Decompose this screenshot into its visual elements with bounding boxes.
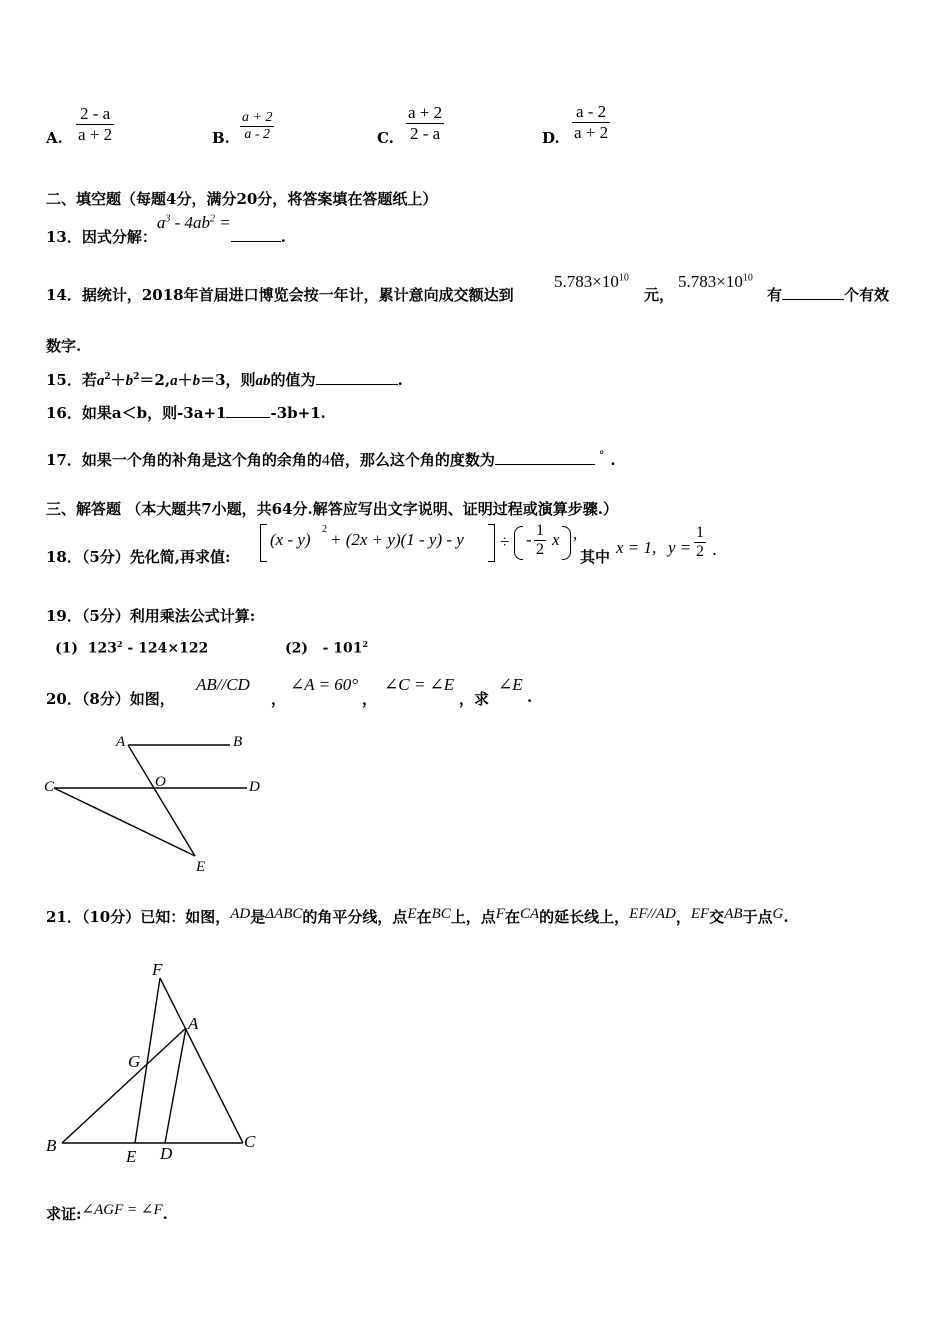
option-c-fraction bbox=[406, 103, 444, 144]
option-a-fraction bbox=[76, 104, 114, 145]
question-17: 17．如果一个角的补角是这个角的余角的4倍，那么这个角的度数为 ° . bbox=[46, 449, 616, 469]
label-e: E bbox=[126, 1147, 137, 1166]
option-b-label: B. bbox=[212, 129, 230, 147]
q18-text: 18．（5分）先化简,再求值: bbox=[46, 548, 231, 566]
q14-text-a: 14．据统计，2018年首届进口博览会按一年计，累计意向成交额达到 bbox=[46, 286, 514, 304]
line-ba bbox=[62, 1028, 186, 1143]
q14-tail: 有 个有效 bbox=[767, 286, 890, 304]
label-a: A bbox=[116, 734, 126, 750]
option-c-label: C. bbox=[377, 129, 394, 147]
q14-text-b: 元， bbox=[644, 286, 675, 304]
q20-sep2: ， bbox=[362, 690, 378, 708]
q15-answer-blank bbox=[316, 384, 398, 385]
option-d-num: a - 2 bbox=[572, 102, 610, 123]
label-o: O bbox=[155, 774, 166, 790]
q17-answer-blank bbox=[495, 464, 595, 465]
option-a-num: 2 - a bbox=[76, 104, 114, 125]
option-b-fraction bbox=[240, 110, 274, 143]
q20-text: 20．（8分）如图， bbox=[46, 690, 175, 708]
option-b-den: a - 2 bbox=[244, 127, 271, 142]
question-13 bbox=[46, 212, 287, 246]
q20-ask: ∠E bbox=[498, 675, 523, 694]
label-g: G bbox=[128, 1052, 141, 1071]
q13-period: . bbox=[280, 228, 287, 246]
q13-answer-blank bbox=[231, 241, 281, 242]
q20-cond1: AB//CD bbox=[196, 675, 250, 694]
option-d-den: a + 2 bbox=[574, 123, 609, 142]
q18-half-den: 2 bbox=[536, 541, 544, 558]
q20-tail: ，求 bbox=[459, 690, 490, 708]
section-3-title: 三、解答题 （本大题共7小题，共64分.解答应写出文字说明、证明过程或演算步骤.） bbox=[46, 500, 618, 518]
q13-number: 13．因式分解： bbox=[46, 228, 157, 246]
q19-text: 19．（5分）利用乘法公式计算: bbox=[46, 607, 256, 625]
q18-end: . bbox=[712, 540, 718, 559]
q14-answer-blank bbox=[782, 299, 844, 300]
q20-end: . bbox=[527, 688, 533, 706]
label-e: E bbox=[196, 859, 206, 875]
q18-cond-y: y = bbox=[668, 538, 692, 557]
question-21: 21．（10分）已知：如图，AD是ΔABC的角平分线，点E在BC上，点F在CA的延长线上，EF//AD，EF交AB于点G. bbox=[46, 906, 789, 926]
q19-part-1: (1) $123^2 - 124\times 122$ bbox=[55, 639, 209, 657]
question-14 bbox=[46, 284, 514, 305]
q18-where: 其中 bbox=[580, 548, 611, 566]
option-a-label: A. bbox=[46, 129, 63, 147]
label-d: D bbox=[160, 1144, 173, 1163]
q14-text-e: 数字. bbox=[46, 337, 82, 355]
q18-y-fraction: $\frac{1}{2}$ bbox=[696, 524, 704, 560]
option-b-num: a + 2 bbox=[242, 110, 273, 125]
q14-value-2: $5.783\times 10^{10}$ bbox=[678, 272, 753, 291]
q18-cond-x: x = 1, bbox=[616, 538, 657, 557]
proof: 求证:∠AGF = ∠F. bbox=[46, 1202, 168, 1223]
option-d-label: D. bbox=[542, 129, 560, 147]
option-d-fraction bbox=[572, 102, 610, 143]
q20-cond2: ∠A = 60° bbox=[290, 675, 359, 694]
line-fc bbox=[160, 978, 243, 1143]
label-a: A bbox=[188, 1014, 199, 1033]
label-c: C bbox=[44, 779, 55, 795]
option-a-den: a + 2 bbox=[78, 125, 113, 144]
option-c-num: a + 2 bbox=[408, 103, 443, 122]
option-c-den: 2 - a bbox=[409, 124, 441, 143]
q18-half-num: 1 bbox=[536, 522, 544, 539]
q13-expr: $a^3 - 4ab^2$ = bbox=[156, 213, 231, 232]
figure-q20 bbox=[40, 728, 280, 876]
q14-value-1: $5.783\times 10^{10}$ bbox=[554, 272, 629, 291]
label-b: B bbox=[46, 1136, 57, 1155]
label-f: F bbox=[152, 960, 163, 979]
section-2-title: 二、填空题（每题4分，满分20分，将答案填在答题纸上） bbox=[46, 190, 438, 208]
figure-q21 bbox=[40, 955, 280, 1167]
q19-part-2: $(2) - 101^2$ bbox=[285, 639, 369, 657]
q20-sep1: ， bbox=[271, 690, 287, 708]
q16-answer-blank bbox=[226, 417, 270, 418]
label-b: B bbox=[233, 734, 243, 750]
q20-cond3: ∠C = ∠E bbox=[384, 675, 455, 694]
question-15: 15．若$a^2+b^2=2,a+b=3$，则ab的值为 . bbox=[46, 371, 403, 389]
proof-expr: ∠AGF = ∠F bbox=[81, 1202, 163, 1218]
label-c: C bbox=[244, 1132, 256, 1151]
question-16: 16．如果a＜b，则-3a+1 -3b+1. bbox=[46, 404, 326, 422]
label-d: D bbox=[249, 779, 260, 795]
